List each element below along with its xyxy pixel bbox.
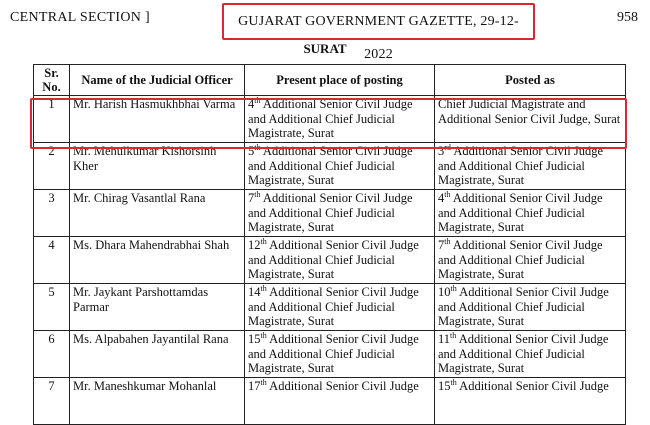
table-row: [34, 190, 626, 237]
posting-text: Additional Senior Civil Judge and Additional Chief Judicial Magistrate, Surat: [248, 238, 419, 281]
cell-present-posting: [245, 237, 435, 284]
posting-text: Additional Senior Civil Judge and Additional Chief Judicial Magistrate, Surat: [438, 191, 603, 234]
cell-officer-name: Mr. Mehulkumar Kishorsinh Kher: [70, 143, 245, 190]
ordinal-number: 12: [248, 238, 261, 252]
ordinal-number: 10: [438, 285, 451, 299]
ordinal-suffix: th: [450, 377, 457, 387]
cell-posted-as: [435, 190, 626, 237]
cell-present-posting: [245, 331, 435, 378]
table-row: [34, 284, 626, 331]
cell-sr-no: 2: [34, 143, 70, 190]
ordinal-suffix: th: [444, 236, 451, 246]
ordinal-suffix: th: [260, 330, 267, 340]
column-header-sr: Sr. No.: [34, 65, 70, 96]
posting-text: Additional Senior Civil Judge and Additional Chief Judicial Magistrate, Surat: [438, 332, 609, 375]
cell-posted-as: [435, 378, 626, 425]
ordinal-suffix: th: [450, 330, 457, 340]
ordinal-number: 17: [248, 379, 261, 393]
cell-officer-name: Mr. Chirag Vasantlal Rana: [70, 190, 245, 237]
cell-officer-name: Ms. Alpabahen Jayantilal Rana: [70, 331, 245, 378]
cell-officer-name: Mr. Harish Hasmukhbhai Varma: [70, 96, 245, 143]
ordinal-suffix: rd: [444, 142, 451, 152]
cell-sr-no: 4: [34, 237, 70, 284]
table-row: [34, 96, 626, 143]
posting-text: Additional Senior Civil Judge and Additional Chief Judicial Magistrate, Surat: [248, 97, 413, 140]
ordinal-suffix: th: [444, 189, 451, 199]
ordinal-number: 15: [438, 379, 451, 393]
ordinal-number: 4: [438, 191, 445, 205]
cell-sr-no: 5: [34, 284, 70, 331]
cell-posted-as: [435, 331, 626, 378]
cell-posted-as: [435, 284, 626, 331]
ordinal-number: 11: [438, 332, 451, 346]
column-header-name: Name of the Judicial Officer: [70, 65, 245, 96]
postings-table: [33, 64, 626, 425]
posting-text: Additional Senior Civil Judge: [456, 379, 609, 393]
posting-text: Additional Senior Civil Judge and Additional Chief Judicial Magistrate, Surat: [248, 144, 413, 187]
cell-posted-as: [435, 96, 626, 143]
ordinal-number: 14: [248, 285, 261, 299]
cell-officer-name: Ms. Dhara Mahendrabhai Shah: [70, 237, 245, 284]
cell-present-posting: [245, 284, 435, 331]
cell-sr-no: 7: [34, 378, 70, 425]
posting-text: Additional Senior Civil Judge and Additional Chief Judicial Magistrate, Surat: [438, 144, 604, 187]
ordinal-suffix: th: [260, 377, 267, 387]
posting-text: Additional Senior Civil Judge and Additional Chief Judicial Magistrate, Surat: [248, 285, 419, 328]
posting-text: Additional Senior Civil Judge: [266, 379, 419, 393]
column-header-present-posting: Present place of posting: [245, 65, 435, 96]
ordinal-suffix: th: [260, 236, 267, 246]
ordinal-number: 7: [248, 191, 255, 205]
posting-text: Additional Senior Civil Judge and Additional Chief Judicial Magistrate, Surat: [438, 285, 609, 328]
cell-sr-no: 6: [34, 331, 70, 378]
column-header-posted-as: Posted as: [435, 65, 626, 96]
cell-officer-name: Mr. Maneshkumar Mohanlal: [70, 378, 245, 425]
cell-posted-as: [435, 237, 626, 284]
cell-sr-no: 3: [34, 190, 70, 237]
posting-text: Additional Senior Civil Judge and Additional Chief Judicial Magistrate, Surat: [438, 238, 603, 281]
cell-present-posting: [245, 378, 435, 425]
cell-present-posting: [245, 143, 435, 190]
cell-posted-as: [435, 143, 626, 190]
table-row: [34, 143, 626, 190]
cell-present-posting: [245, 96, 435, 143]
posting-text: Additional Senior Civil Judge and Additional Chief Judicial Magistrate, Surat: [248, 332, 419, 375]
section-title: SURAT: [303, 41, 347, 56]
table-row: [34, 237, 626, 284]
ordinal-number: 4: [248, 97, 255, 111]
ordinal-suffix: th: [450, 283, 457, 293]
posting-text: Chief Judicial Magistrate and Additional Senior Civil Judge, Surat: [438, 97, 621, 126]
ordinal-number: 3: [438, 144, 445, 158]
table-header-row: [34, 65, 626, 96]
cell-officer-name: Mr. Jaykant Parshottamdas Parmar: [70, 284, 245, 331]
ordinal-suffix: th: [254, 95, 261, 105]
posting-text: Additional Senior Civil Judge and Additional Chief Judicial Magistrate, Surat: [248, 191, 413, 234]
table-row: [34, 331, 626, 378]
section-header: CENTRAL SECTION ]: [10, 10, 150, 25]
ordinal-number: 7: [438, 238, 445, 252]
ordinal-number: 5: [248, 144, 255, 158]
ordinal-suffix: th: [254, 142, 261, 152]
ordinal-number: 15: [248, 332, 261, 346]
cell-present-posting: [245, 190, 435, 237]
page-number: 958: [617, 10, 638, 25]
ordinal-suffix: th: [254, 189, 261, 199]
ordinal-suffix: th: [260, 283, 267, 293]
table-row: [34, 378, 626, 425]
cell-sr-no: 1: [34, 96, 70, 143]
gazette-title-highlight: GUJARAT GOVERNMENT GAZETTE, 29-12-2022: [222, 3, 535, 40]
